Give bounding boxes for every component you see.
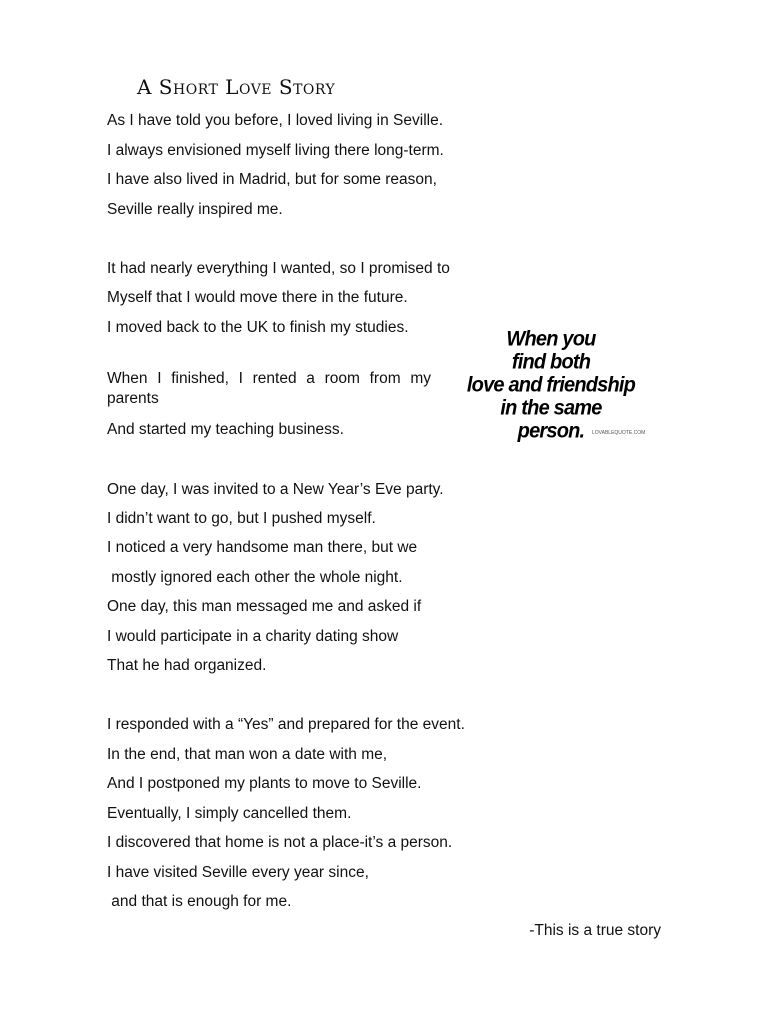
story-line: Seville really inspired me.	[107, 201, 283, 218]
quote-line: in the same	[500, 396, 602, 420]
quote-line: When you	[506, 327, 596, 351]
story-line-wrapped: When I finished, I rented a room from my parents	[107, 370, 431, 407]
quote-watermark: LOVABLEQUOTE.COM	[592, 430, 646, 436]
story-line: I have visited Seville every year since,	[107, 864, 369, 881]
story-line: That he had organized.	[107, 657, 267, 674]
story-line: I noticed a very handsome man there, but we	[107, 539, 418, 556]
story-line: I would participate in a charity dating show	[107, 628, 399, 645]
story-line: And I postponed my plants to move to Seville.	[107, 775, 422, 792]
story-line: and that is enough for me.	[107, 893, 292, 910]
story-line: I didn’t want to go, but I pushed myself.	[107, 510, 376, 527]
signoff-text: -This is a true story	[529, 922, 661, 939]
quote-line: person.	[517, 419, 585, 443]
story-line: As I have told you before, I loved living in Seville.	[107, 112, 444, 129]
story-line: And started my teaching business.	[107, 421, 344, 438]
story-line: I discovered that home is not a place-it’s a person.	[107, 834, 453, 851]
story-line: I always envisioned myself living there long-term.	[107, 142, 444, 159]
story-line: It had nearly everything I wanted, so I promised to	[107, 260, 450, 277]
story-line: One day, I was invited to a New Year’s Eve party.	[107, 481, 444, 498]
story-line: mostly ignored each other the whole night.	[107, 569, 403, 586]
story-line: Eventually, I simply cancelled them.	[107, 805, 352, 822]
story-line: Myself that I would move there in the future.	[107, 289, 408, 306]
story-line-wrapped: I moved back to the UK to finish my studies.	[107, 319, 409, 336]
quote-image	[452, 326, 650, 444]
story-title: A Short Love Story	[137, 75, 336, 99]
story-line: I responded with a “Yes” and prepared for the event.	[107, 716, 465, 733]
quote-line: love and friendship	[466, 373, 636, 397]
quote-line: find both	[511, 350, 591, 374]
story-line: One day, this man messaged me and asked if	[107, 598, 422, 615]
story-line: In the end, that man won a date with me,	[107, 746, 388, 763]
story-line: I have also lived in Madrid, but for some reason,	[107, 171, 437, 188]
